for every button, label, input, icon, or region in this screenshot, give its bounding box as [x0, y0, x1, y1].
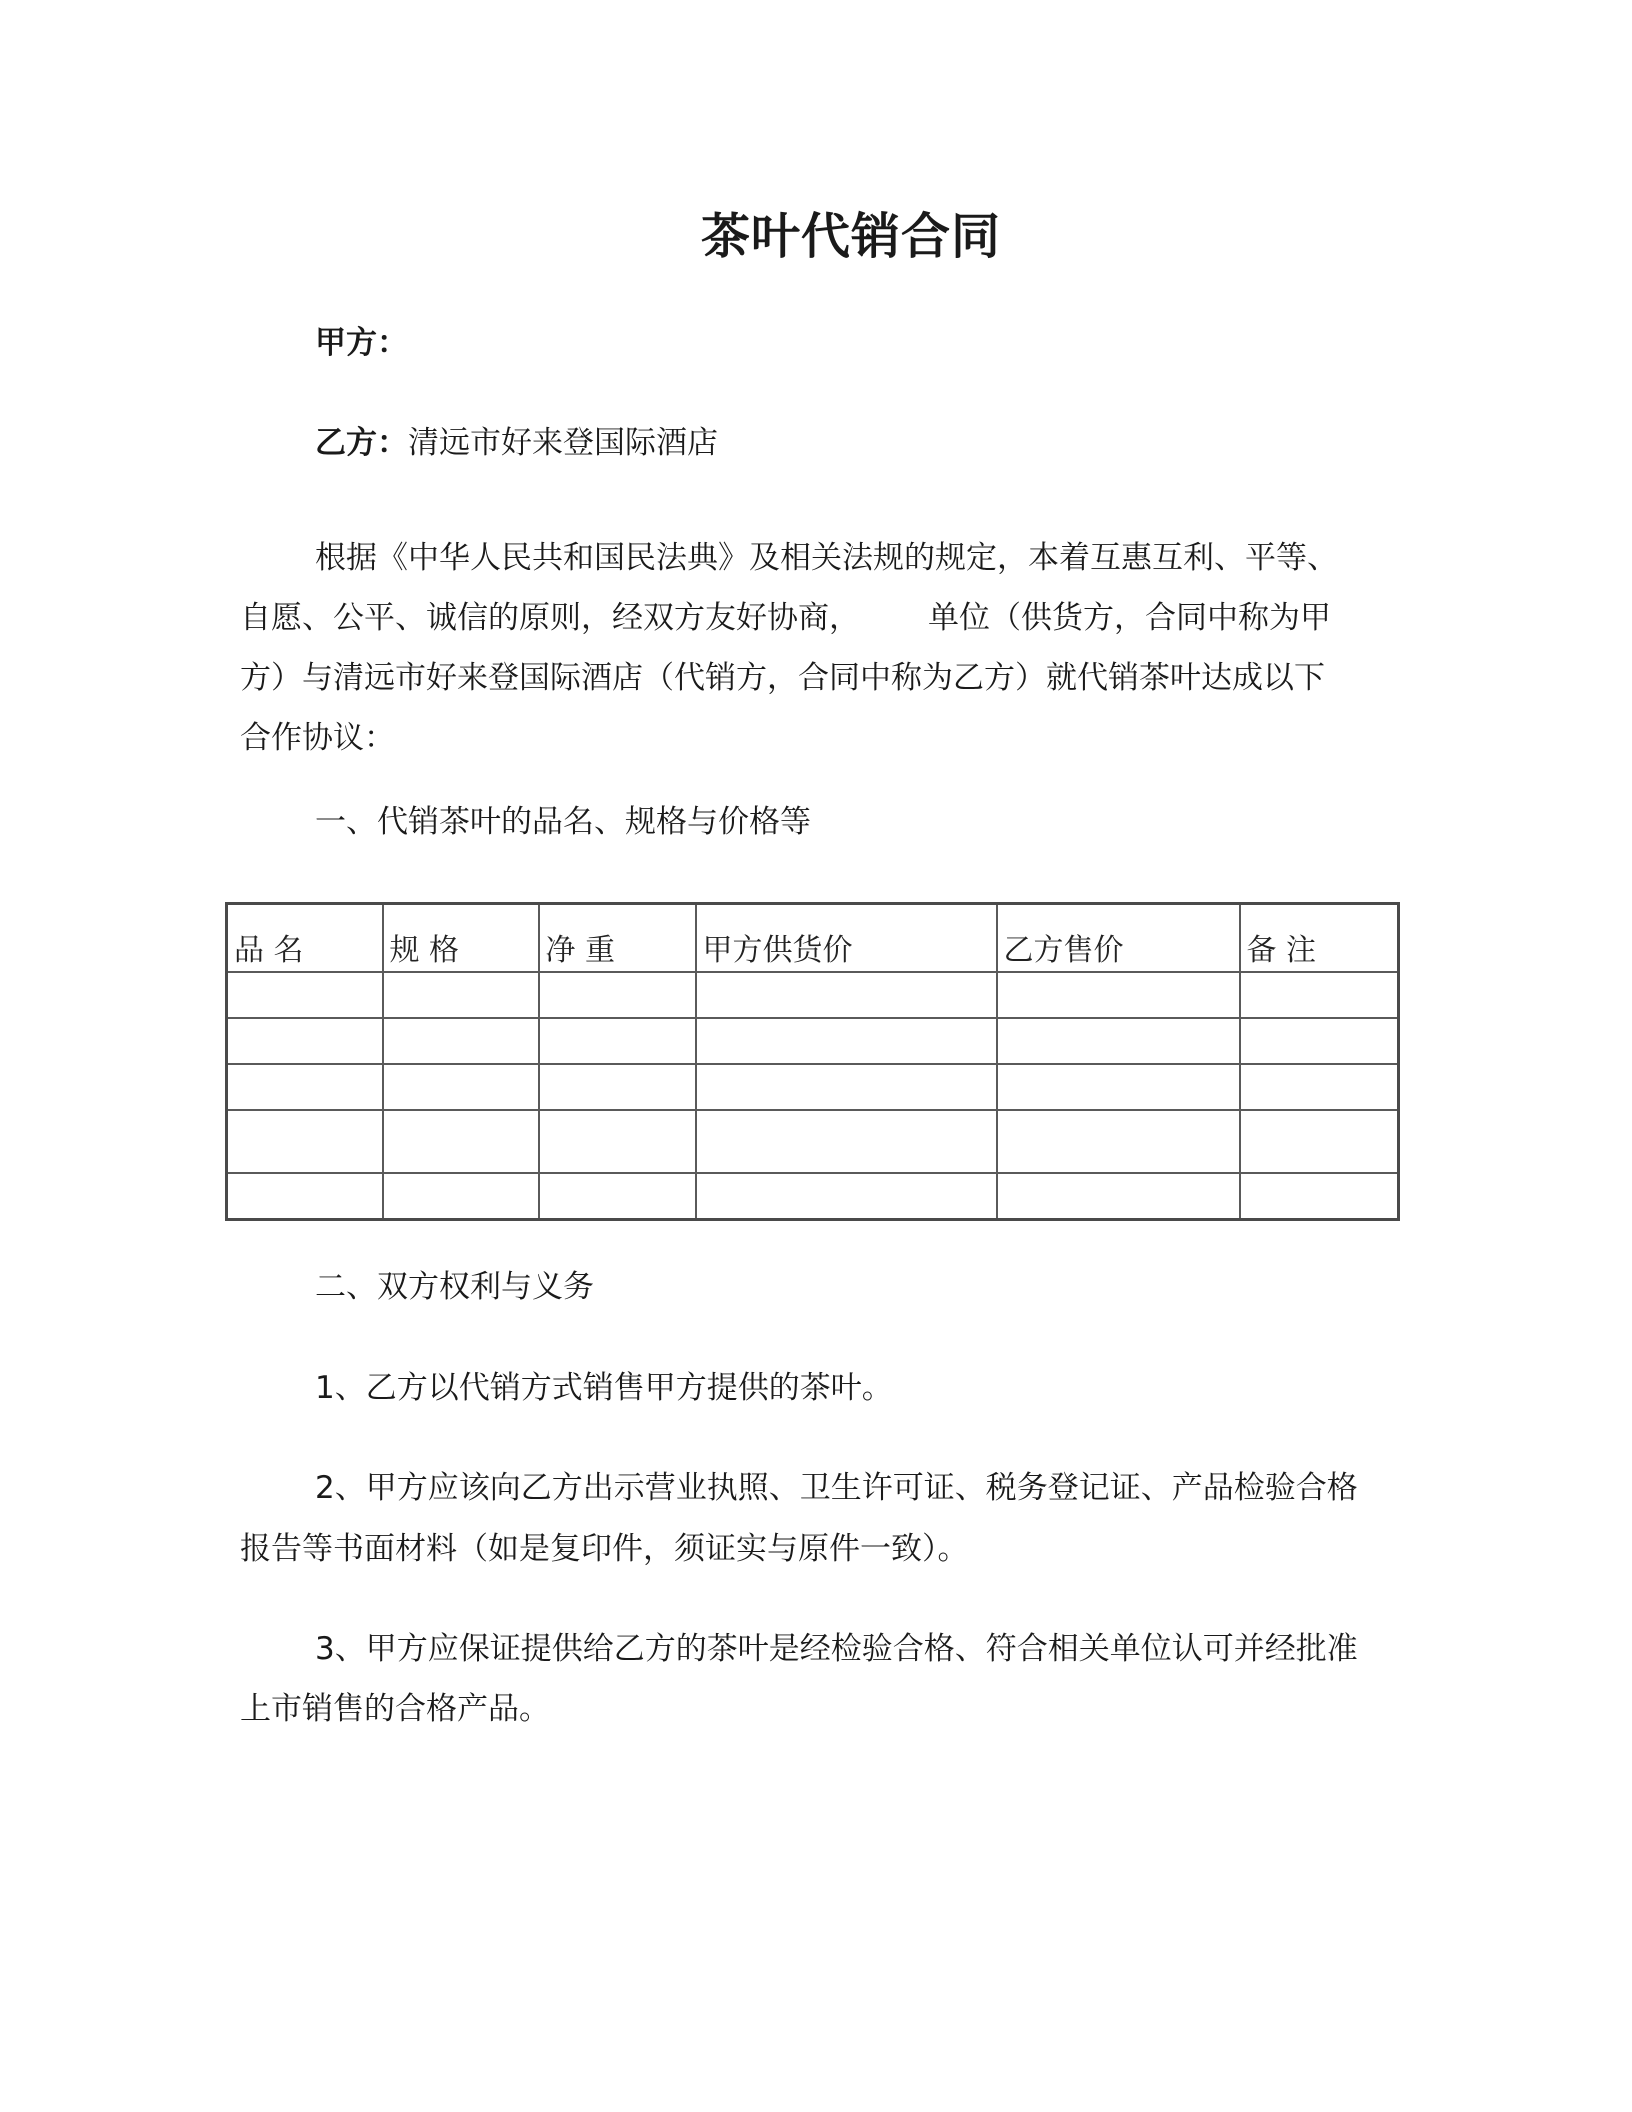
table-row — [227, 1173, 1399, 1220]
table-cell — [383, 1018, 539, 1064]
table-cell — [997, 1110, 1240, 1173]
table-cell — [1240, 1018, 1399, 1064]
table-cell — [539, 1110, 696, 1173]
table-cell — [997, 1064, 1240, 1110]
intro-line: 根据《中华人民共和国民法典》及相关法规的规定，本着互惠互利、平等、 — [315, 540, 1338, 576]
header-net-weight: 净 重 — [539, 904, 696, 973]
header-remarks: 备 注 — [1240, 904, 1399, 973]
clause-2-line: 报告等书面材料（如是复印件，须证实与原件一致）。 — [240, 1531, 969, 1567]
table-header-row — [227, 904, 1399, 973]
table-cell — [227, 1064, 383, 1110]
intro-line: 方）与清远市好来登国际酒店（代销方，合同中称为乙方）就代销茶叶达成以下 — [240, 660, 1325, 696]
header-sale-price: 乙方售价 — [997, 904, 1240, 973]
intro-line — [240, 588, 1405, 648]
goods-table — [225, 902, 1400, 1221]
clause-1: 1、乙方以代销方式销售甲方提供的茶叶。 — [315, 1370, 893, 1406]
section1-heading: 一、代销茶叶的品名、规格与价格等 — [315, 804, 811, 840]
table-cell — [383, 972, 539, 1018]
table-cell — [1240, 1064, 1399, 1110]
table-cell — [997, 1018, 1240, 1064]
header-supply-price: 甲方供货价 — [696, 904, 997, 973]
table-cell — [696, 1064, 997, 1110]
header-specification: 规 格 — [383, 904, 539, 973]
table-cell — [383, 1110, 539, 1173]
table-cell — [1240, 1173, 1399, 1220]
table-cell — [1240, 972, 1399, 1018]
party-b-line — [315, 423, 718, 463]
intro-line: 合作协议： — [240, 720, 395, 756]
clause-3-line: 3、甲方应保证提供给乙方的茶叶是经检验合格、符合相关单位认可并经批准 — [315, 1631, 1358, 1667]
table-cell — [1240, 1110, 1399, 1173]
clause-3-line: 上市销售的合格产品。 — [240, 1691, 550, 1727]
intro-line-part: 单位（供货方，合同中称为甲 — [928, 600, 1331, 636]
table-cell — [696, 1018, 997, 1064]
table-cell — [539, 1173, 696, 1220]
header-product-name: 品 名 — [227, 904, 383, 973]
table-cell — [539, 1064, 696, 1110]
intro-paragraph — [240, 528, 1405, 768]
table-row — [227, 1110, 1399, 1173]
clause-2-line: 2、甲方应该向乙方出示营业执照、卫生许可证、税务登记证、产品检验合格 — [315, 1470, 1358, 1506]
table-cell — [539, 1018, 696, 1064]
table-cell — [227, 972, 383, 1018]
table-row — [227, 972, 1399, 1018]
table-row — [227, 1018, 1399, 1064]
document-title: 茶叶代销合同 — [700, 208, 1001, 265]
party-a-label: 甲方： — [315, 325, 408, 361]
table-cell — [383, 1064, 539, 1110]
party-b-name: 清远市好来登国际酒店 — [408, 425, 718, 461]
intro-line-part: 自愿、公平、诚信的原则，经双方友好协商， — [240, 600, 860, 636]
section2-heading: 二、双方权利与义务 — [315, 1269, 594, 1305]
table-cell — [997, 1173, 1240, 1220]
table-cell — [696, 1110, 997, 1173]
table-cell — [227, 1110, 383, 1173]
table-cell — [696, 1173, 997, 1220]
table-row — [227, 1064, 1399, 1110]
table-cell — [227, 1018, 383, 1064]
table-cell — [696, 972, 997, 1018]
table-cell — [227, 1173, 383, 1220]
table-cell — [997, 972, 1240, 1018]
table-cell — [539, 972, 696, 1018]
table-cell — [383, 1173, 539, 1220]
party-b-label: 乙方： — [315, 425, 408, 461]
